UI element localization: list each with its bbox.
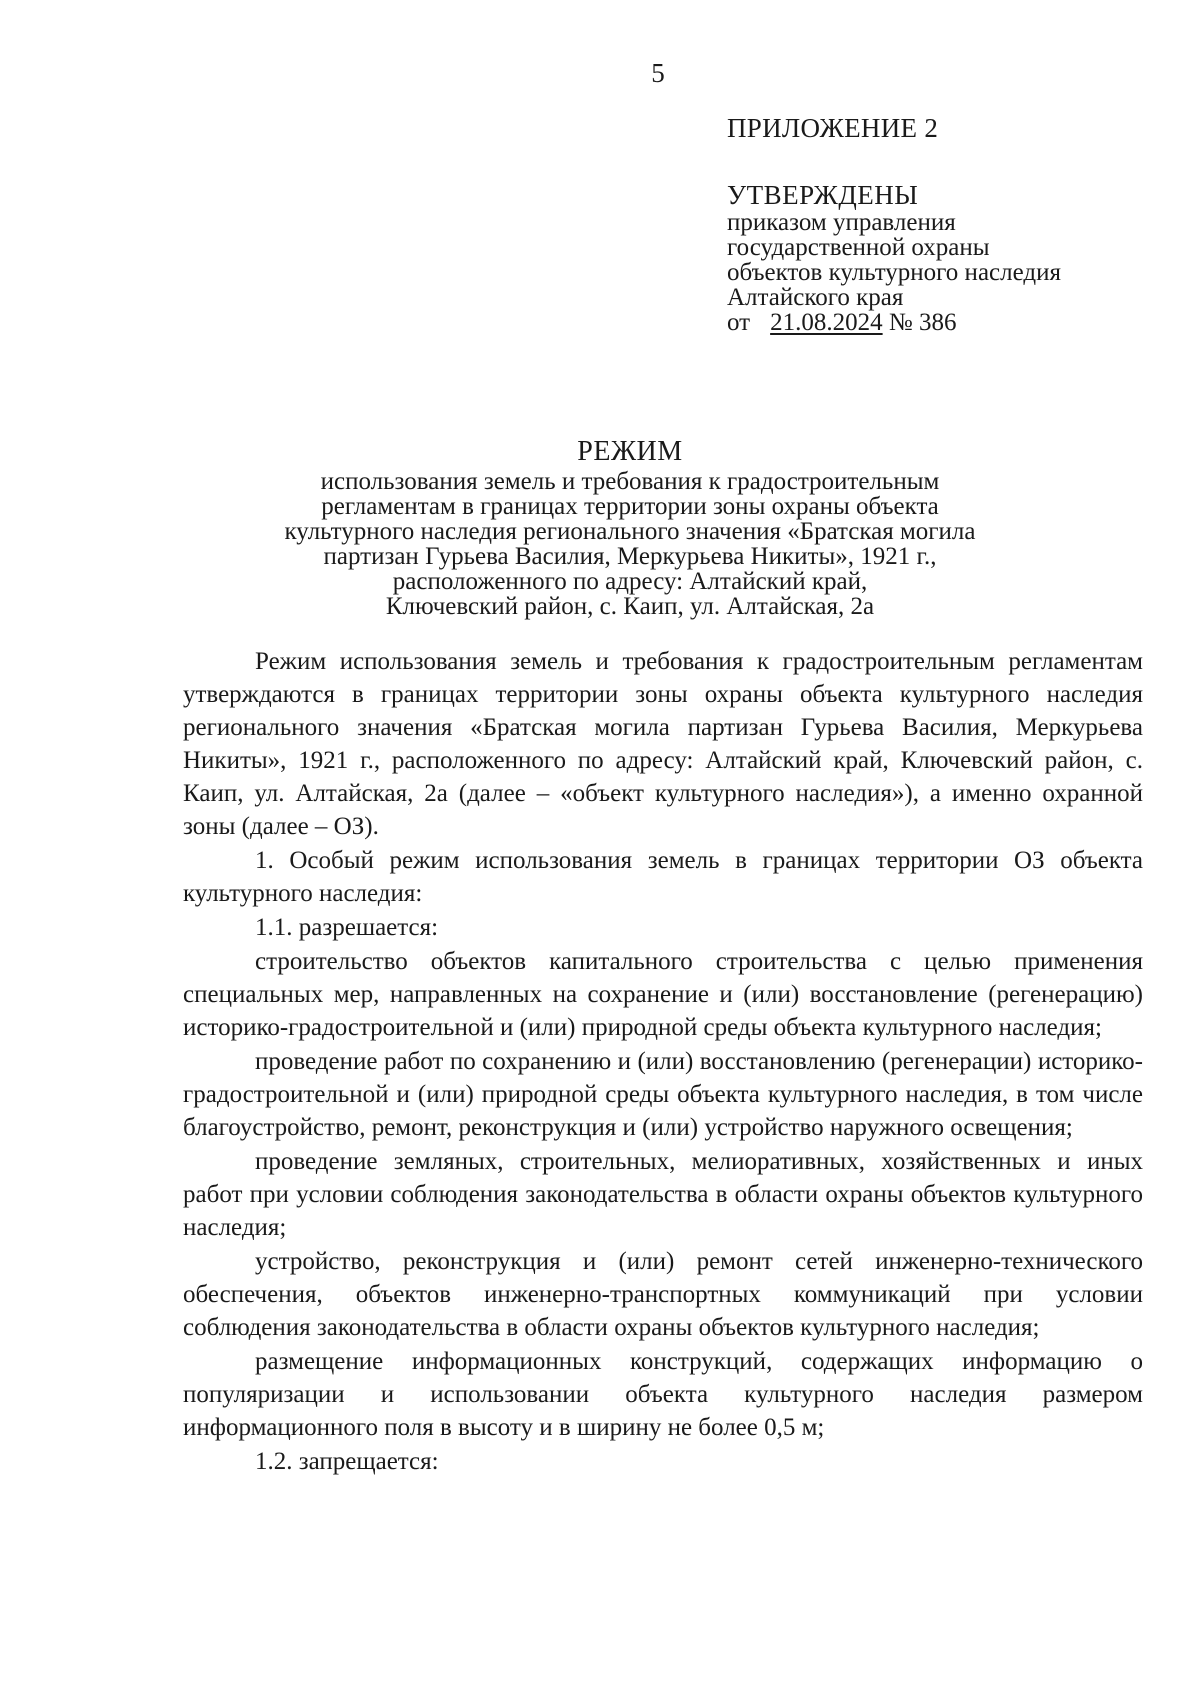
document-heading: [200, 435, 1060, 619]
body-paragraph: 1. Особый режим использования земель в границах территории ОЗ объекта культурного наследия:: [183, 847, 1143, 907]
approval-line: Алтайского края: [727, 284, 904, 311]
appendix-label: ПРИЛОЖЕНИЕ 2: [727, 113, 939, 143]
body-paragraph: устройство, реконструкция и (или) ремонт сетей инженерно-технического обеспечения, объектов инженерно-транспортных коммуникаций при условии соблюдения законодательства в области охраны объектов культурного наследия;: [183, 1248, 1143, 1341]
approval-line: приказом управления: [727, 209, 956, 236]
body-paragraph: проведение земляных, строительных, мелиоративных, хозяйственных и иных работ при условии соблюдения законодательства в области охраны объектов культурного наследия;: [183, 1148, 1143, 1241]
approval-number: № 386: [888, 309, 957, 336]
document-subtitle-line: культурного наследия регионального значения «Братская могила: [284, 518, 976, 545]
approval-date-prefix: от: [727, 309, 751, 336]
approval-date: 21.08.2024: [770, 309, 883, 336]
body-paragraph: 1.1. разрешается:: [255, 914, 439, 941]
body-paragraph: проведение работ по сохранению и (или) восстановлению (регенерации) историко-градостроительной и (или) природной среды объекта культурного наследия, в том числе благоустройство, ремонт, реконструкция и (или) устройство наружного освещения;: [183, 1048, 1143, 1141]
document-subtitle-line: расположенного по адресу: Алтайский край,: [392, 568, 868, 595]
document-subtitle-line: партизан Гурьева Василия, Меркурьева Никиты», 1921 г.,: [323, 543, 937, 570]
body-paragraph: строительство объектов капитального строительства с целью применения специальных мер, направленных на сохранение и (или) восстановление (регенерацию) историко-градостроительной и (или) природной среды объекта культурного наследия;: [183, 948, 1143, 1041]
document-subtitle-line: использования земель и требования к градостроительным: [320, 468, 940, 495]
approval-title: УТВЕРЖДЕНЫ: [727, 180, 919, 210]
approval-line: государственной охраны: [727, 234, 990, 261]
document-subtitle-line: Ключевский район, с. Каип, ул. Алтайская, 2а: [385, 593, 875, 620]
document-subtitle-line: регламентам в границах территории зоны охраны объекта: [321, 493, 939, 520]
body-paragraph: 1.2. запрещается:: [255, 1448, 439, 1475]
approval-block: [727, 180, 1061, 335]
document-body: [183, 645, 1143, 1478]
page-number: 5: [651, 58, 665, 88]
body-paragraph: Режим использования земель и требования к градостроительным регламентам утверждаются в границах территории зоны охраны объекта культурного наследия регионального значения «Братская могила партизан Гурьева Василия, Меркурьева Никиты», 1921 г., расположенного по адресу: Алтайский край, Ключевский район, с. Каип, ул. Алтайская, 2а (далее – «объект культурного наследия»), а именно охранной зоны (далее – ОЗ).: [183, 648, 1143, 840]
body-paragraph: размещение информационных конструкций, содержащих информацию о популяризации и использовании объекта культурного наследия размером информационного поля в высоту и в ширину не более 0,5 м;: [183, 1348, 1143, 1441]
approval-line: объектов культурного наследия: [727, 259, 1061, 286]
approval-date-line: [727, 310, 1061, 335]
document-title: РЕЖИМ: [577, 436, 683, 467]
